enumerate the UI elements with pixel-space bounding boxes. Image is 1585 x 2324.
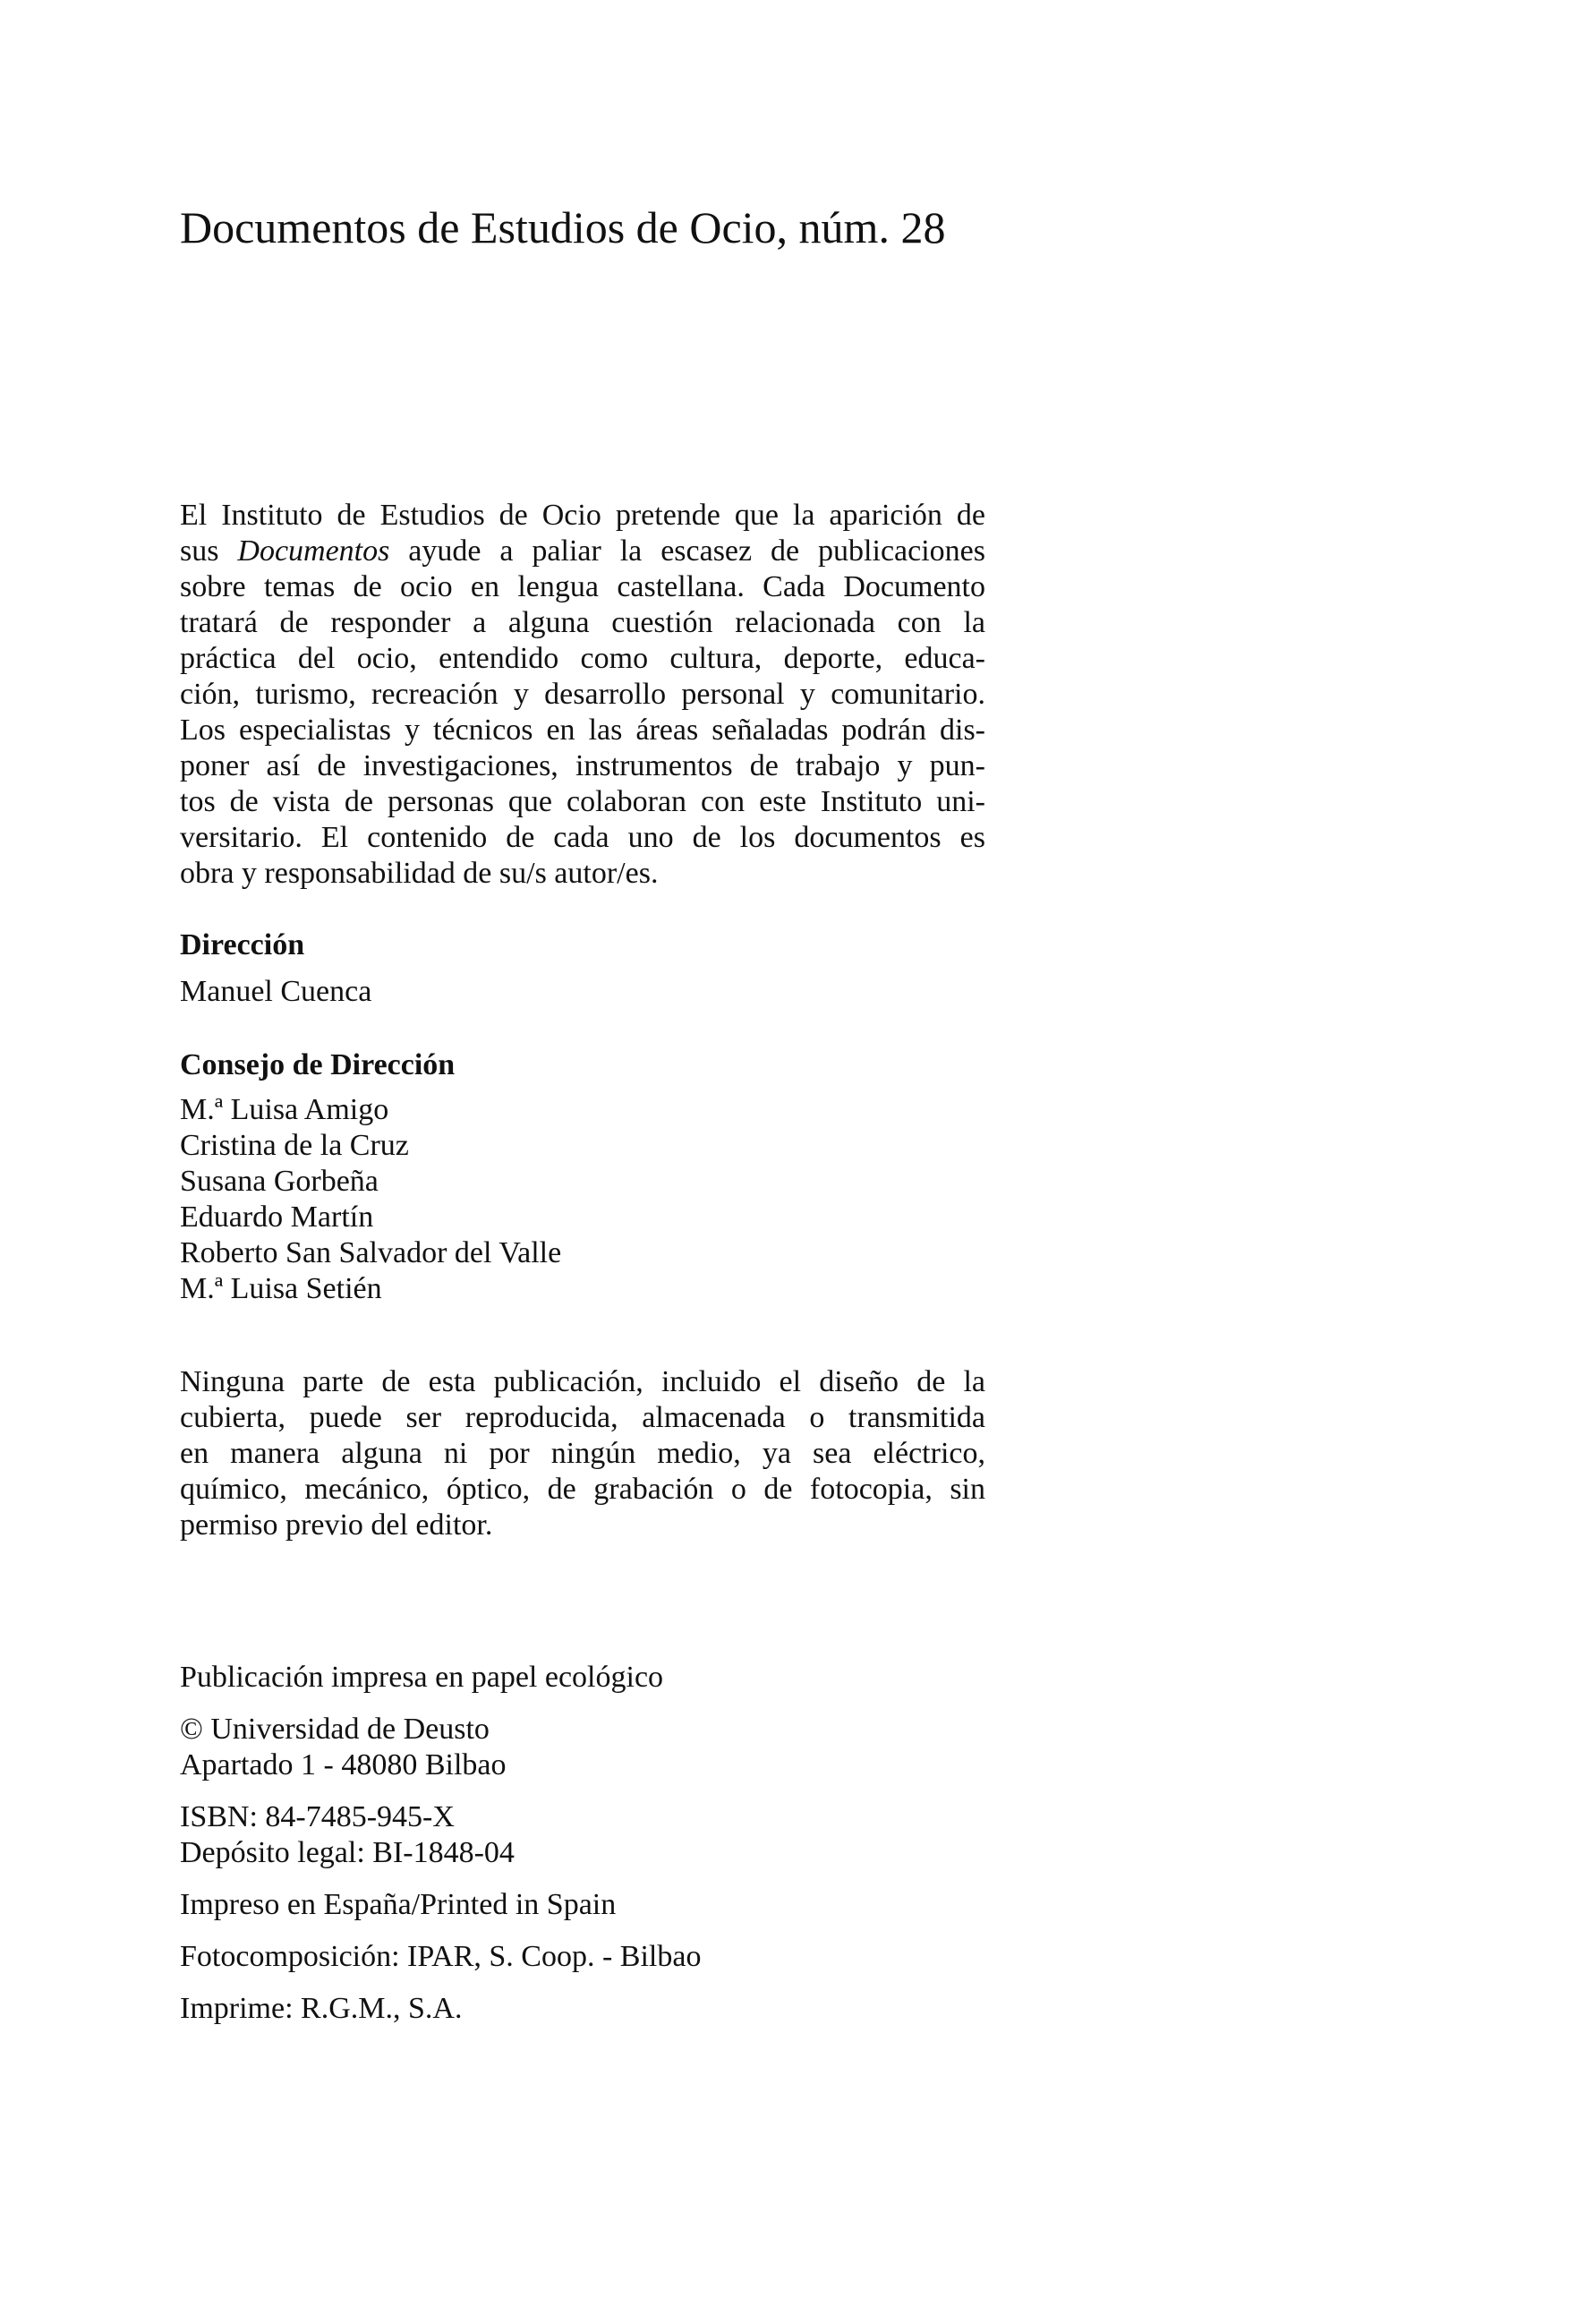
direccion-heading: Dirección [180,928,305,961]
isbn-line: ISBN: 84-7485-945-X [180,1800,455,1833]
rights-line: químico, mecánico, óptico, de grabación o de fotocopia, sin [180,1473,985,1506]
page-title: Documentos de Estudios de Ocio, núm. 28 [180,202,946,252]
publisher-address: Apartado 1 - 48080 Bilbao [180,1748,507,1781]
intro-emphasis: Documentos [237,534,390,568]
deposito-legal-line: Depósito legal: BI-1848-04 [180,1836,515,1869]
consejo-member: M.ª Luisa Setién [180,1272,382,1305]
intro-line [180,534,985,569]
consejo-member: Eduardo Martín [180,1200,374,1234]
consejo-member: Cristina de la Cruz [180,1129,409,1162]
copyright-line: © Universidad de Deusto [180,1713,490,1746]
consejo-section [180,1047,985,1307]
intro-line: obra y responsabilidad de su/s autor/es. [180,857,659,890]
consejo-heading: Consejo de Dirección [180,1048,456,1081]
intro-line: tratará de responder a alguna cuestión relacionada con la [180,606,985,639]
intro-line: poner así de investigaciones, instrumentos de trabajo y pun- [180,749,985,782]
intro-line: tos de vista de personas que colaboran con este Instituto uni- [180,785,985,818]
intro-text: sus [180,534,238,568]
imprime-line: Imprime: R.G.M., S.A. [180,1992,463,2025]
rights-line: cubierta, puede ser reproducida, almacenada o transmitida [180,1401,985,1434]
intro-paragraph [180,498,985,892]
rights-line: en manera alguna ni por ningún medio, ya sea eléctrico, [180,1437,985,1470]
intro-line: práctica del ocio, entendido como cultura, deporte, educa- [180,642,985,675]
intro-line: ción, turismo, recreación y desarrollo personal y comunitario. [180,678,985,711]
intro-line: Los especialistas y técnicos en las áreas señaladas podrán dis- [180,713,985,747]
intro-line: El Instituto de Estudios de Ocio pretende que la aparición de [180,499,985,532]
director-name: Manuel Cuenca [180,975,372,1008]
rights-line: permiso previo del editor. [180,1508,493,1542]
intro-line: versitario. El contenido de cada uno de los documentos es [180,821,985,854]
rights-line: Ninguna parte de esta publicación, incluido el diseño de la [180,1365,985,1398]
consejo-member: M.ª Luisa Amigo [180,1093,389,1126]
rights-notice [180,1364,985,1543]
printed-in-line: Impreso en España/Printed in Spain [180,1888,617,1921]
fotocomposicion-line: Fotocomposición: IPAR, S. Coop. - Bilbao [180,1940,702,1973]
imprint-section [180,1660,985,2027]
paper-note: Publicación impresa en papel ecológico [180,1661,664,1694]
intro-text: ayude a paliar la escasez de publicaciones [389,534,985,568]
consejo-member: Roberto San Salvador del Valle [180,1236,562,1269]
consejo-member: Susana Gorbeña [180,1165,379,1198]
intro-line: sobre temas de ocio en lengua castellana. Cada Documento [180,570,985,603]
direccion-section [180,927,985,1010]
